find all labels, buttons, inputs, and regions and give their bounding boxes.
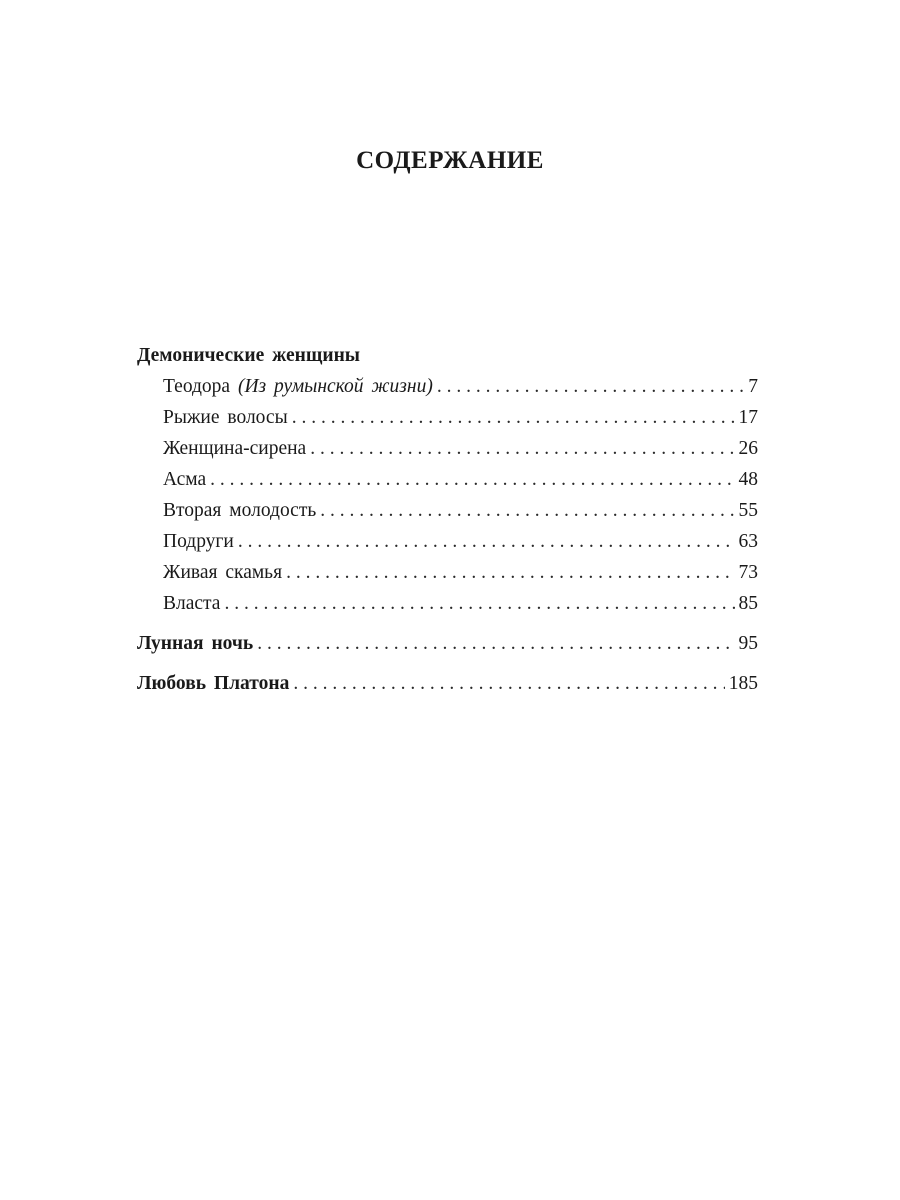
dot-leader <box>293 668 724 699</box>
page-number: 48 <box>738 469 758 490</box>
toc-entry-teodora[interactable] <box>137 371 758 402</box>
dot-leader <box>437 371 744 402</box>
page-number: 55 <box>738 500 758 521</box>
page-number: 95 <box>738 633 758 654</box>
toc-entry-vlasta[interactable] <box>137 588 758 619</box>
dot-leader <box>224 588 734 619</box>
dot-leader <box>320 495 734 526</box>
dot-leader <box>286 557 734 588</box>
entry-title: Вторая молодость <box>163 500 317 521</box>
page-title: СОДЕРЖАНИЕ <box>356 146 544 174</box>
entry-title: Теодора (Из румынской жизни) <box>163 376 433 397</box>
toc-entry-lunnaya-noch[interactable] <box>137 628 758 659</box>
toc-entry-zhenshchina-sirena[interactable] <box>137 433 758 464</box>
dot-leader <box>292 402 735 433</box>
toc-entry-lyubov-platona[interactable] <box>137 668 758 699</box>
page-number: 73 <box>738 562 758 583</box>
subentry-list <box>137 371 758 619</box>
page-number: 85 <box>738 593 758 614</box>
entry-title: Живая скамья <box>163 562 283 583</box>
table-of-contents <box>137 340 758 699</box>
page-number: 17 <box>738 407 758 428</box>
entry-title: Асма <box>163 469 207 490</box>
dot-leader <box>310 433 734 464</box>
toc-entry-vtoraya-molodost[interactable] <box>137 495 758 526</box>
page-number: 26 <box>738 438 758 459</box>
entry-title: Любовь Платона <box>137 673 290 694</box>
toc-entry-ryzhie-volosy[interactable] <box>137 402 758 433</box>
section-heading: Демонические женщины <box>137 345 361 366</box>
page-number: 63 <box>738 531 758 552</box>
toc-entry-zhivaya-skamya[interactable] <box>137 557 758 588</box>
entry-title: Подруги <box>163 531 234 552</box>
dot-leader <box>238 526 735 557</box>
toc-entry-asma[interactable] <box>137 464 758 495</box>
entry-title: Женщина-сирена <box>163 438 307 459</box>
entry-title: Власта <box>163 593 221 614</box>
toc-entry-podrugi[interactable] <box>137 526 758 557</box>
dot-leader <box>210 464 734 495</box>
page-number: 7 <box>748 376 758 397</box>
page-number: 185 <box>728 673 758 694</box>
entry-title: Рыжие волосы <box>163 407 288 428</box>
entry-title: Лунная ночь <box>137 633 254 654</box>
entry-subtitle: (Из румынской жизни) <box>237 376 433 397</box>
dot-leader <box>257 628 734 659</box>
entry-list <box>137 628 758 699</box>
